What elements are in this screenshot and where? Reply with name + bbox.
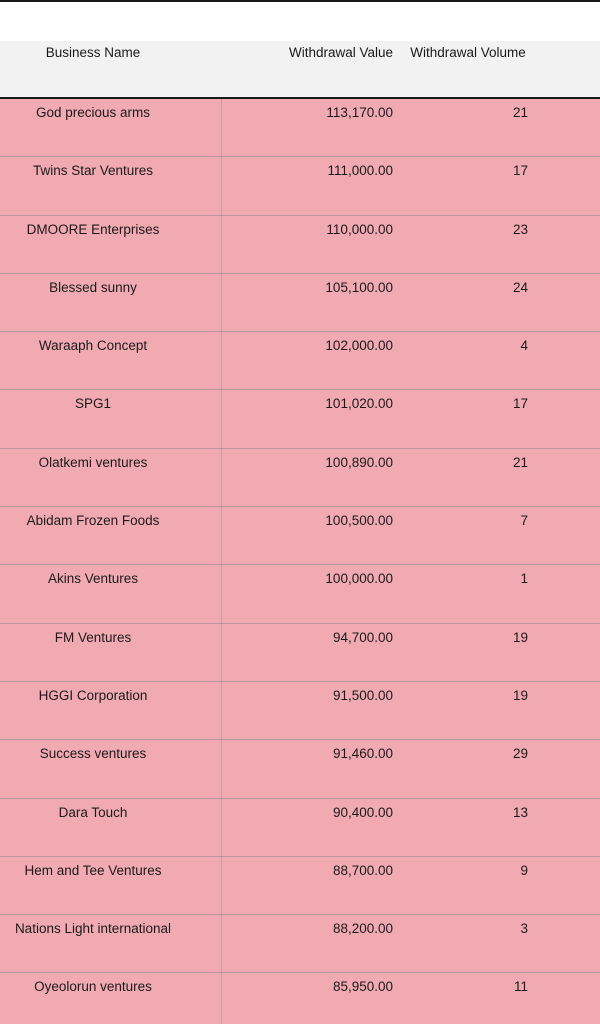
withdrawal-value-cell: 101,020.00 bbox=[325, 396, 393, 412]
withdrawal-value-cell: 102,000.00 bbox=[325, 338, 393, 354]
business-name-cell: Abidam Frozen Foods bbox=[26, 513, 160, 529]
table-row[interactable] bbox=[0, 740, 600, 798]
withdrawal-volume-cell: 23 bbox=[512, 221, 528, 237]
table-row[interactable] bbox=[0, 332, 600, 390]
withdrawal-volume-cell: 9 bbox=[520, 862, 528, 878]
top-border bbox=[0, 0, 600, 2]
withdrawal-volume-cell: 13 bbox=[512, 804, 528, 820]
table-row[interactable] bbox=[0, 624, 600, 682]
withdrawal-value-cell: 90,400.00 bbox=[332, 804, 393, 820]
business-name-cell: Akins Ventures bbox=[47, 571, 139, 587]
table-body bbox=[0, 99, 600, 1024]
business-name-cell: Hem and Tee Ventures bbox=[24, 862, 162, 878]
withdrawal-volume-cell: 19 bbox=[512, 629, 528, 645]
withdrawal-value-cell: 105,100.00 bbox=[325, 279, 393, 295]
table-row[interactable] bbox=[0, 857, 600, 915]
withdrawal-value-cell: 111,000.00 bbox=[327, 163, 393, 179]
withdrawal-volume-cell: 1 bbox=[520, 571, 528, 587]
table-row[interactable] bbox=[0, 799, 600, 857]
withdrawal-volume-cell: 21 bbox=[512, 454, 528, 470]
business-name-cell: Blessed sunny bbox=[49, 279, 137, 295]
withdrawal-value-cell: 88,200.00 bbox=[332, 921, 393, 937]
table-row[interactable] bbox=[0, 157, 600, 215]
business-name-cell: Dara Touch bbox=[58, 804, 128, 820]
withdrawal-volume-cell: 19 bbox=[512, 687, 528, 703]
business-name-cell: FM Ventures bbox=[54, 629, 132, 645]
column-header-withdrawal-value[interactable]: Withdrawal Value bbox=[288, 45, 393, 60]
business-name-cell: Success ventures bbox=[39, 746, 147, 762]
withdrawal-volume-cell: 7 bbox=[520, 513, 528, 529]
withdrawal-value-cell: 88,700.00 bbox=[332, 862, 393, 878]
withdrawal-volume-cell: 11 bbox=[513, 979, 528, 995]
business-name-cell: God precious arms bbox=[35, 105, 151, 120]
business-name-cell: Waraaph Concept bbox=[38, 338, 148, 354]
table-row[interactable] bbox=[0, 274, 600, 332]
table-row[interactable] bbox=[0, 216, 600, 274]
business-name-cell: SPG1 bbox=[74, 396, 112, 412]
table-row[interactable] bbox=[0, 99, 600, 157]
business-name-cell: Nations Light international bbox=[14, 921, 172, 937]
column-header-withdrawal-volume[interactable]: Withdrawal Volume bbox=[410, 45, 526, 60]
business-name-cell: HGGI Corporation bbox=[38, 687, 148, 703]
column-divider bbox=[221, 99, 222, 1024]
withdrawal-value-cell: 91,500.00 bbox=[332, 687, 393, 703]
table-row[interactable] bbox=[0, 915, 600, 973]
withdrawal-value-cell: 91,460.00 bbox=[332, 746, 393, 762]
table-row[interactable] bbox=[0, 973, 600, 1024]
withdrawal-value-cell: 100,500.00 bbox=[325, 513, 393, 529]
withdrawal-value-cell: 100,890.00 bbox=[325, 454, 393, 470]
withdrawal-volume-cell: 17 bbox=[512, 396, 528, 412]
withdrawal-volume-cell: 29 bbox=[512, 746, 528, 762]
table-header bbox=[0, 41, 600, 99]
withdrawal-volume-cell: 3 bbox=[520, 921, 528, 937]
business-name-cell: Twins Star Ventures bbox=[32, 163, 154, 179]
withdrawal-value-cell: 100,000.00 bbox=[325, 571, 393, 587]
withdrawal-volume-cell: 21 bbox=[512, 105, 528, 120]
business-name-cell: Oyeolorun ventures bbox=[34, 979, 152, 995]
table-row[interactable] bbox=[0, 507, 600, 565]
business-name-cell: DMOORE Enterprises bbox=[26, 221, 160, 237]
withdrawal-volume-cell: 4 bbox=[520, 338, 528, 354]
table-row[interactable] bbox=[0, 565, 600, 623]
withdrawal-volume-cell: 17 bbox=[512, 163, 528, 179]
business-name-cell: Olatkemi ventures bbox=[38, 454, 148, 470]
table-row[interactable] bbox=[0, 449, 600, 507]
table-row[interactable] bbox=[0, 682, 600, 740]
withdrawal-value-cell: 110,000.00 bbox=[326, 221, 393, 237]
withdrawal-volume-cell: 24 bbox=[512, 279, 528, 295]
withdrawal-value-cell: 113,170.00 bbox=[326, 105, 393, 120]
column-header-business-name[interactable]: Business Name bbox=[45, 45, 141, 60]
withdrawal-value-cell: 94,700.00 bbox=[332, 629, 393, 645]
withdrawal-value-cell: 85,950.00 bbox=[332, 979, 393, 995]
table-row[interactable] bbox=[0, 390, 600, 448]
